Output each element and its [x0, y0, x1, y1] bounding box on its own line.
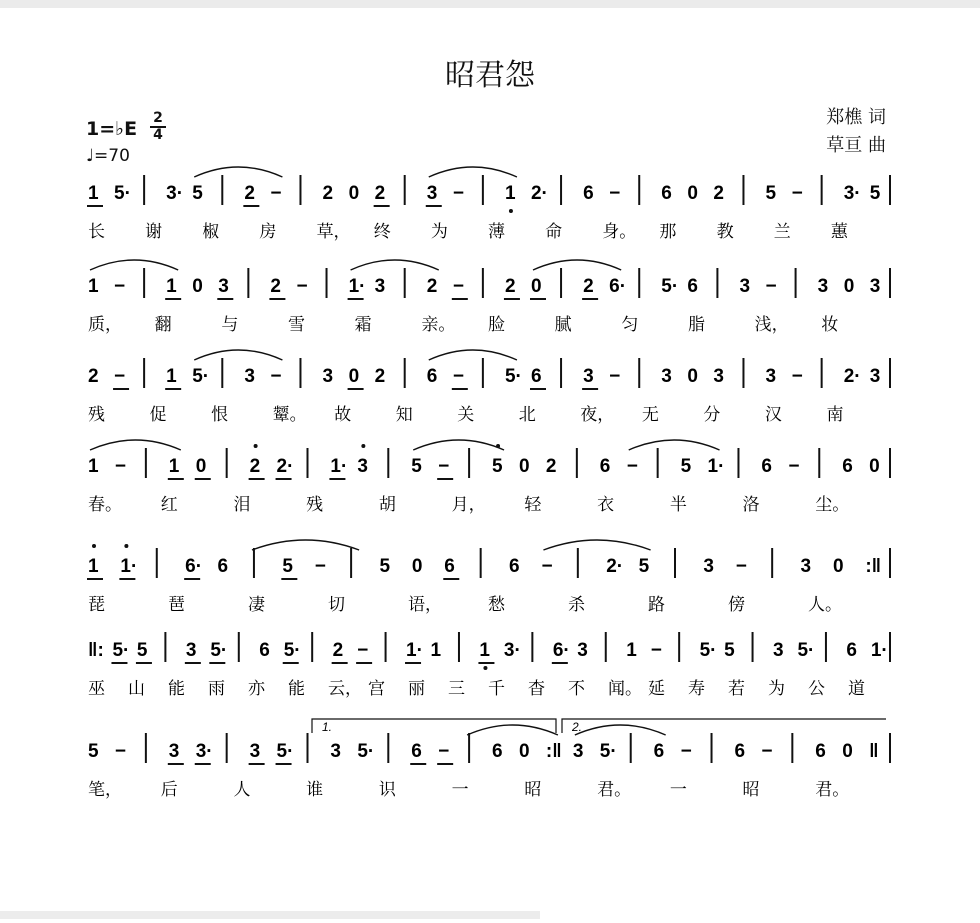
- jianpu-note: 5·: [504, 366, 522, 387]
- lyric-syllable: 分: [703, 405, 721, 425]
- jianpu-note: 6: [583, 183, 594, 204]
- lyric-syllable: 夜，: [580, 405, 615, 425]
- jianpu-note: 3: [330, 741, 342, 762]
- lyric-syllable: 匀: [621, 315, 639, 335]
- lyric-syllable: 汉: [764, 405, 782, 425]
- lyric-syllable: 房: [259, 222, 277, 242]
- jianpu-note: 2: [332, 640, 344, 661]
- slur-tie: [351, 260, 439, 270]
- lyric-syllable: 轻: [524, 495, 542, 515]
- lyricist-credit: 郑樵 词: [826, 107, 886, 128]
- jianpu-note: 2: [322, 183, 334, 204]
- jianpu-note: 3·: [195, 741, 213, 762]
- lyric-syllable: 三: [448, 679, 465, 699]
- jianpu-note: 2: [374, 183, 386, 204]
- jianpu-note: 1: [504, 183, 516, 204]
- lyric-syllable: 北: [518, 405, 536, 425]
- dash-note: −: [791, 183, 803, 204]
- slur-tie: [194, 350, 282, 360]
- lyric-syllable: 春。: [88, 495, 122, 515]
- lyric-syllable: 南: [826, 405, 844, 425]
- jianpu-note: 1·: [406, 640, 423, 661]
- octave-dot-below: [509, 209, 513, 213]
- lyric-syllable: 山: [128, 679, 145, 699]
- dash-note: −: [296, 276, 308, 297]
- time-bottom: 4: [153, 127, 163, 143]
- lyric-syllable: 后: [160, 780, 178, 800]
- dash-note: −: [791, 366, 803, 387]
- lyric-syllable: 巫: [88, 679, 105, 699]
- dash-note: −: [765, 276, 777, 297]
- jianpu-note: 3: [869, 366, 881, 387]
- dash-note: −: [452, 276, 464, 297]
- jianpu-note: 6: [734, 741, 746, 762]
- jianpu-note: 3: [577, 640, 588, 661]
- tempo-marking: ♩=70: [86, 146, 130, 166]
- jianpu-note: 6·: [609, 276, 627, 297]
- dash-note: −: [761, 741, 773, 762]
- jianpu-note: 6: [509, 556, 520, 577]
- dash-note: −: [452, 366, 464, 387]
- lyric-syllable: 颦。: [272, 405, 307, 425]
- lyric-syllable: 千: [488, 679, 505, 699]
- jianpu-note: 6: [846, 640, 857, 661]
- jianpu-note: 1: [88, 276, 99, 297]
- lyric-syllable: 那: [659, 222, 677, 242]
- first-ending-bracket: [312, 719, 556, 733]
- lyric-syllable: 君。: [597, 780, 632, 800]
- lyric-syllable: 闻。: [608, 679, 642, 699]
- lyric-syllable: 长: [88, 222, 105, 242]
- lyric-syllable: 能: [168, 679, 185, 699]
- dash-note: −: [452, 183, 464, 204]
- lyric-syllable: 傍: [728, 595, 745, 615]
- jianpu-note: 1·: [707, 456, 725, 477]
- jianpu-note: 0: [192, 276, 203, 297]
- jianpu-note: 1: [166, 276, 177, 297]
- jianpu-note: 3: [218, 276, 229, 297]
- lyric-syllable: 琵: [88, 595, 105, 615]
- lyric-syllable: 胡: [378, 495, 396, 515]
- jianpu-note: 1: [166, 366, 177, 387]
- octave-dot-above: [361, 444, 365, 448]
- lyric-syllable: 脸: [488, 315, 505, 335]
- jianpu-note: 1: [168, 456, 180, 477]
- jianpu-note: 0: [832, 556, 844, 577]
- dash-note: −: [609, 366, 621, 387]
- jianpu-note: 5: [765, 183, 777, 204]
- lyric-syllable: 椒: [202, 222, 220, 242]
- jianpu-note: 2: [504, 276, 516, 297]
- jianpu-note: 1: [626, 640, 637, 661]
- dash-note: −: [626, 456, 638, 477]
- jianpu-note: 6: [411, 741, 422, 762]
- jianpu-note: 5: [680, 456, 692, 477]
- lyric-syllable: 若: [728, 679, 745, 699]
- lyric-syllable: 泪: [233, 495, 251, 515]
- jianpu-note: 3: [773, 640, 784, 661]
- lyric-syllable: 衣: [597, 495, 615, 515]
- jianpu-note: 5·: [599, 741, 617, 762]
- jianpu-note: 3: [374, 276, 386, 297]
- dash-note: −: [270, 183, 282, 204]
- jianpu-note: 1: [88, 183, 99, 204]
- jianpu-note: 5: [282, 556, 293, 577]
- time-top: 2: [153, 110, 163, 126]
- jianpu-note: 3: [869, 276, 881, 297]
- jianpu-note: 6: [661, 183, 672, 204]
- jianpu-note: 2·: [530, 183, 548, 204]
- lyric-syllable: 能: [288, 679, 305, 699]
- lyric-syllable: 笔，: [88, 780, 122, 800]
- jianpu-note: 5·: [699, 640, 717, 661]
- jianpu-note: 5·: [192, 366, 210, 387]
- key-signature: 1=♭E: [86, 118, 138, 140]
- jianpu-note: 6: [653, 741, 665, 762]
- slur-tie: [90, 260, 178, 270]
- jianpu-note: 6: [217, 556, 229, 577]
- lyric-syllable: 君。: [815, 780, 850, 800]
- jianpu-note: 5: [192, 183, 203, 204]
- lyric-syllable: 识: [378, 780, 396, 800]
- jianpu-note: 3: [765, 366, 777, 387]
- jianpu-note: 3: [817, 276, 829, 297]
- jianpu-note: 2: [270, 276, 281, 297]
- jianpu-note: 1: [430, 640, 442, 661]
- lyric-syllable: 霜: [354, 315, 372, 335]
- jianpu-note: 0: [348, 366, 360, 387]
- lyric-syllable: 兰: [773, 222, 791, 242]
- dash-note: −: [438, 741, 450, 762]
- jianpu-note: 2: [713, 183, 724, 204]
- slur-tie: [252, 540, 359, 550]
- jianpu-note: 3: [583, 366, 594, 387]
- lyric-syllable: 人: [233, 780, 251, 800]
- jianpu-note: 1: [88, 556, 99, 577]
- slur-tie: [194, 167, 282, 177]
- jianpu-note: 6: [426, 366, 438, 387]
- jianpu-note: 0: [348, 183, 360, 204]
- jianpu-note: 3·: [503, 640, 521, 661]
- jianpu-note: 2: [426, 276, 438, 297]
- jianpu-note: 3: [185, 640, 197, 661]
- repeat-barline: :‖: [865, 556, 882, 577]
- lyric-syllable: 知: [395, 405, 413, 425]
- lyric-syllable: 恨: [211, 405, 229, 425]
- jianpu-note: 3: [357, 456, 368, 477]
- jianpu-note: 5: [411, 456, 422, 477]
- jianpu-note: 1·: [120, 556, 138, 577]
- lyric-syllable: 雨: [208, 679, 225, 699]
- lyric-syllable: 浅，: [754, 315, 789, 335]
- jianpu-note: 0: [195, 456, 207, 477]
- lyric-syllable: 延: [648, 679, 665, 699]
- jianpu-note: 6: [444, 556, 455, 577]
- first-ending-label: 1.: [322, 720, 333, 734]
- dash-note: −: [438, 456, 450, 477]
- lyric-syllable: 尘。: [815, 495, 850, 515]
- jianpu-note: 2: [249, 456, 261, 477]
- jianpu-note: 5·: [283, 640, 301, 661]
- lyric-syllable: 愁: [488, 595, 505, 615]
- dash-note: −: [114, 456, 127, 477]
- jianpu-note: 3: [426, 183, 438, 204]
- second-ending-label: 2.: [572, 720, 583, 734]
- lyric-syllable: 半: [669, 495, 687, 515]
- jianpu-note: 3: [739, 276, 751, 297]
- repeat-barline: ‖:: [88, 640, 104, 661]
- lyric-syllable: 教: [716, 222, 734, 242]
- jianpu-note: 6: [761, 456, 772, 477]
- lyric-syllable: 一: [451, 780, 469, 800]
- lyric-syllable: 琶: [168, 595, 185, 615]
- dash-note: −: [680, 741, 692, 762]
- lyric-syllable: 脂: [688, 315, 705, 335]
- lyric-syllable: 促: [149, 405, 167, 425]
- dash-note: −: [314, 556, 326, 577]
- lyric-syllable: 道: [848, 679, 865, 699]
- lyric-syllable: 凄: [248, 595, 265, 615]
- lyric-syllable: 雪: [288, 315, 305, 335]
- jianpu-note: 2: [545, 456, 557, 477]
- lyric-syllable: 洛: [742, 495, 760, 515]
- composer-credit: 草亘 曲: [826, 135, 886, 156]
- lyric-syllable: 翻: [154, 315, 172, 335]
- jianpu-note: 6·: [185, 556, 203, 577]
- jianpu-note: 3: [168, 741, 180, 762]
- dash-note: −: [114, 276, 126, 297]
- lyric-syllable: 红: [160, 495, 178, 515]
- jianpu-note: 5·: [112, 640, 130, 661]
- jianpu-note: 2: [374, 366, 386, 387]
- jianpu-note: 6: [530, 366, 542, 387]
- octave-dot-above: [254, 444, 258, 448]
- jianpu-note: 5·: [797, 640, 815, 661]
- lyric-syllable: 草，: [316, 222, 351, 242]
- slur-tie: [467, 725, 558, 735]
- octave-dot-above: [124, 544, 128, 548]
- song-title: 昭君怨: [445, 58, 535, 93]
- lyric-syllable: 终: [373, 222, 391, 242]
- jianpu-note: 1·: [348, 276, 366, 297]
- lyric-syllable: 为: [768, 679, 785, 699]
- jianpu-note: 0: [518, 456, 530, 477]
- jianpu-note: 0: [411, 556, 423, 577]
- lyric-syllable: 谢: [145, 222, 163, 242]
- jianpu-note: 3·: [843, 183, 861, 204]
- lyric-syllable: 与: [221, 315, 239, 335]
- jianpu-note: 0: [687, 183, 698, 204]
- jianpu-note: 5·: [210, 640, 228, 661]
- slur-tie: [429, 167, 517, 177]
- jianpu-note: 6: [687, 276, 698, 297]
- slur-tie: [533, 260, 621, 270]
- jianpu-note: 2·: [843, 366, 861, 387]
- lyric-syllable: 命: [545, 222, 563, 242]
- slur-tie: [429, 350, 517, 360]
- jianpu-note: 3: [244, 366, 255, 387]
- jianpu-note: 5: [88, 741, 99, 762]
- lyric-syllable: 切: [328, 595, 345, 615]
- lyric-syllable: 杀: [568, 595, 585, 615]
- lyric-syllable: 人。: [808, 595, 842, 615]
- repeat-barline: :‖: [545, 741, 562, 762]
- lyric-syllable: 语，: [408, 595, 442, 615]
- octave-dot-below: [483, 666, 487, 670]
- lyric-syllable: 亦: [248, 679, 265, 699]
- jianpu-note: 5·: [357, 741, 375, 762]
- lyric-syllable: 残: [306, 495, 324, 515]
- dash-note: −: [541, 556, 553, 577]
- jianpu-note: 2·: [606, 556, 624, 577]
- jianpu-note: 5·: [276, 741, 294, 762]
- jianpu-note: 6: [599, 456, 611, 477]
- jianpu-note: 2·: [276, 456, 294, 477]
- slur-tie: [543, 540, 650, 550]
- lyric-syllable: 残: [88, 405, 105, 425]
- jianpu-note: 5·: [661, 276, 679, 297]
- jianpu-note: 6: [492, 741, 503, 762]
- jianpu-note: 5: [379, 556, 391, 577]
- dash-note: −: [735, 556, 747, 577]
- jianpu-note: 0: [842, 741, 853, 762]
- jianpu-note: 3: [572, 741, 584, 762]
- jianpu-note: 0: [687, 366, 698, 387]
- jianpu-note: 5: [136, 640, 148, 661]
- jianpu-note: 0: [843, 276, 855, 297]
- slur-tie: [413, 440, 504, 450]
- lyric-syllable: 腻: [554, 315, 572, 335]
- lyric-syllable: 不: [568, 679, 585, 699]
- jianpu-note: 0: [869, 456, 880, 477]
- jianpu-note: 2: [88, 366, 99, 387]
- jianpu-note: 3: [661, 366, 672, 387]
- lyric-syllable: 昭: [524, 780, 542, 800]
- jianpu-note: 3: [703, 556, 714, 577]
- jianpu-note: 3: [713, 366, 724, 387]
- jianpu-note: 0: [518, 741, 530, 762]
- lyric-syllable: 故: [334, 405, 352, 425]
- dash-note: −: [788, 456, 800, 477]
- jianpu-note: 5·: [114, 183, 131, 204]
- dash-note: −: [650, 640, 662, 661]
- lyric-syllable: 一: [669, 780, 687, 800]
- jianpu-note: 6: [259, 640, 270, 661]
- jianpu-note: 3: [249, 741, 261, 762]
- lyric-syllable: 身。: [602, 222, 637, 242]
- lyric-syllable: 妆: [821, 315, 839, 335]
- lyric-syllable: 昭: [742, 780, 760, 800]
- jianpu-note: 1: [88, 456, 99, 477]
- jianpu-note: 6: [815, 741, 826, 762]
- dash-note: −: [114, 366, 126, 387]
- dash-note: −: [270, 366, 282, 387]
- lyric-syllable: 公: [808, 679, 825, 699]
- jianpu-note: 3: [322, 366, 334, 387]
- slur-tie: [575, 725, 666, 735]
- repeat-barline: ‖: [869, 741, 879, 762]
- slur-tie: [90, 440, 181, 450]
- lyric-syllable: 亲。: [421, 315, 456, 335]
- lyric-syllable: 寿: [688, 679, 705, 699]
- lyric-syllable: 月，: [451, 495, 486, 515]
- dash-note: −: [114, 741, 127, 762]
- lyric-syllable: 蕙: [830, 222, 848, 242]
- jianpu-note: 1: [479, 640, 491, 661]
- lyric-syllable: 谁: [306, 780, 324, 800]
- jianpu-note: 5: [492, 456, 503, 477]
- lyric-syllable: 杳: [528, 679, 545, 699]
- lyric-syllable: 关: [457, 405, 475, 425]
- jianpu-note: 6·: [552, 640, 570, 661]
- jianpu-note: 1·: [870, 640, 888, 661]
- dash-note: −: [357, 640, 369, 661]
- jianpu-note: 3·: [166, 183, 184, 204]
- jianpu-note: 0: [530, 276, 542, 297]
- lyric-syllable: 无: [641, 405, 659, 425]
- jianpu-note: 5: [724, 640, 735, 661]
- jianpu-note: 3: [800, 556, 812, 577]
- lyric-syllable: 质，: [88, 315, 122, 335]
- lyric-syllable: 宫: [368, 679, 385, 699]
- lyric-syllable: 薄: [488, 222, 505, 242]
- octave-dot-above: [92, 544, 96, 548]
- jianpu-note: 2: [583, 276, 594, 297]
- dash-note: −: [609, 183, 621, 204]
- jianpu-note: 5: [869, 183, 881, 204]
- jianpu-note: 1·: [330, 456, 348, 477]
- lyric-syllable: 路: [648, 595, 665, 615]
- lyric-syllable: 为: [430, 222, 448, 242]
- jianpu-note: 6: [842, 456, 853, 477]
- slur-tie: [629, 440, 720, 450]
- jianpu-note: 2: [244, 183, 255, 204]
- lyric-syllable: 丽: [408, 679, 425, 699]
- lyric-syllable: 云，: [328, 679, 362, 699]
- jianpu-note: 5: [638, 556, 650, 577]
